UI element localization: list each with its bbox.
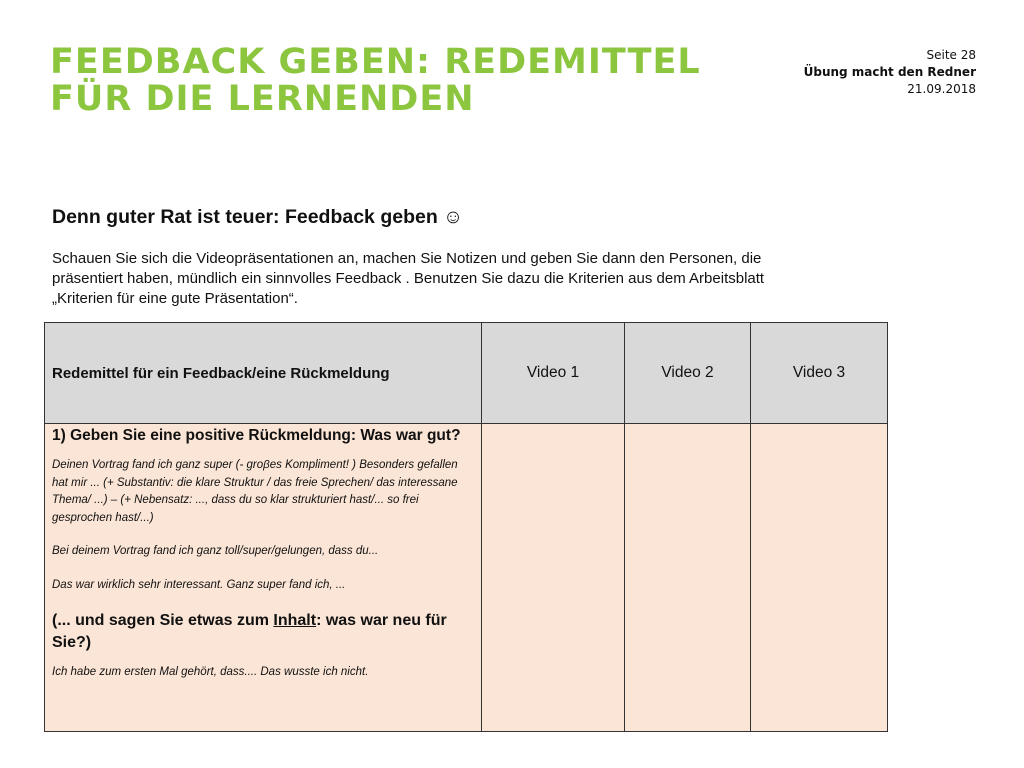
video-2-cell[interactable] xyxy=(625,424,751,732)
page-title xyxy=(50,44,750,118)
example-phrase-2: Bei deinem Vortrag fand ich ganz toll/super/gelungen, dass du... xyxy=(52,545,379,557)
question-content-underlined: Inhalt xyxy=(273,612,317,629)
header-video-3: Video 3 xyxy=(751,323,888,424)
video-1-cell[interactable] xyxy=(482,424,625,732)
question-content-post: : was war neu für Sie?) xyxy=(52,612,447,651)
video-3-cell[interactable] xyxy=(751,424,888,732)
title-line-2: FÜR DIE LERNENDEN xyxy=(50,79,475,119)
page-number: Seite 28 xyxy=(926,48,976,62)
table-row xyxy=(45,424,888,732)
slide-date: 21.09.2018 xyxy=(907,82,976,96)
header-video-1: Video 1 xyxy=(482,323,625,424)
question-content-pre: (... und sagen Sie etwas zum xyxy=(52,612,274,629)
presentation-name: Übung macht den Redner xyxy=(803,65,976,79)
slide-meta xyxy=(804,47,976,98)
header-redemittel: Redemittel für ein Feedback/eine Rückmeldung xyxy=(45,323,482,424)
example-phrase-3: Das war wirklich sehr interessant. Ganz super fand ich, ... xyxy=(52,578,346,591)
intro-line-3: „Kriterien für eine gute Präsentation“. xyxy=(52,290,298,307)
example-phrase-4: Ich habe zum ersten Mal gehört, dass.... Das wusste ich nicht. xyxy=(52,666,369,678)
header-video-2: Video 2 xyxy=(625,323,751,424)
example-phrase-1: Deinen Vortrag fand ich ganz super (- groβes Kompliment! ) Besonders gefallen hat mir ... (+ Substantiv: die klare Struktur / das freie Sprechen/ das interessane Thema/ ...) – (+ Nebensatz: ..., dass du so klar strukturiert hast/... so frei gesprochen hast/...) xyxy=(52,459,458,524)
feedback-table xyxy=(44,322,888,732)
intro-text xyxy=(52,249,872,309)
redemittel-cell xyxy=(45,424,482,732)
title-line-1: FEEDBACK GEBEN: REDEMITTEL xyxy=(50,42,701,82)
section-heading: Denn guter Rat ist teuer: Feedback geben ☺ xyxy=(52,206,464,228)
intro-line-2: präsentiert haben, mündlich ein sinnvolles Feedback . Benutzen Sie dazu die Kriterien aus dem Arbeitsblatt xyxy=(52,270,765,287)
question-content xyxy=(52,610,473,654)
intro-line-1: Schauen Sie sich die Videopräsentationen an, machen Sie Notizen und geben Sie dann den Personen, die xyxy=(52,250,762,267)
table-header-row xyxy=(45,323,888,424)
question-positive-feedback: 1) Geben Sie eine positive Rückmeldung: Was war gut? xyxy=(52,427,461,444)
